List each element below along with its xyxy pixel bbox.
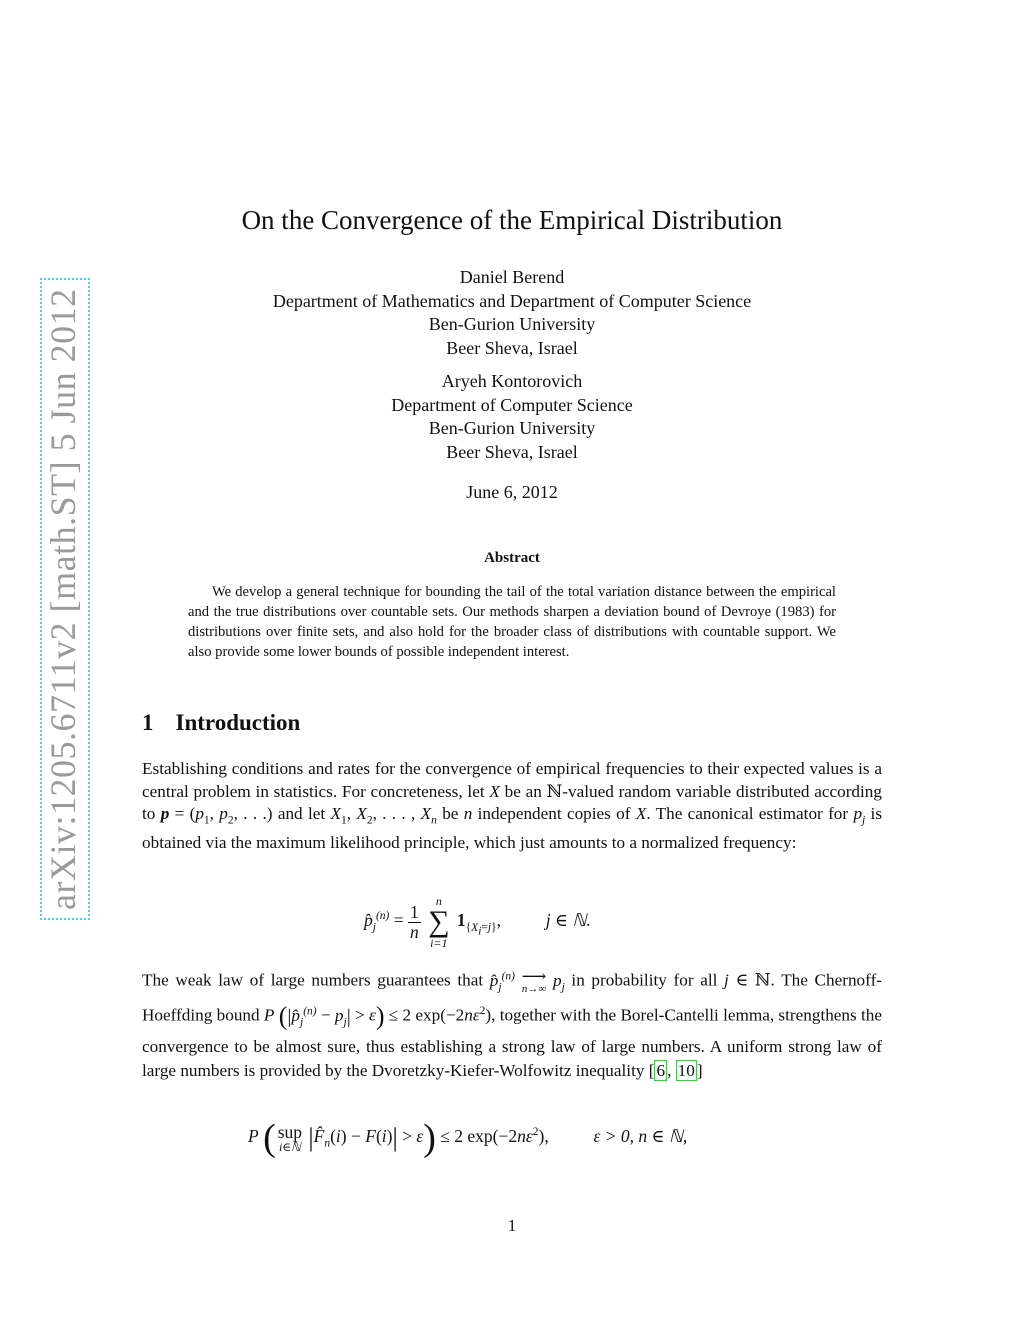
estimator-equation: $p̂_j^{(n)}$ = $\frac{1}{n}$ n ∑ i=1 $1_{\{X_i=j\}}$, j ∈ ℕ.: [364, 894, 591, 950]
equation-condition: ε > 0, n ∈ ℕ,: [593, 1126, 688, 1147]
intro-paragraph-2: The weak law of large numbers guarantees that $p̂_j^{(n)}$ ⟶ n→∞ $p_j$ in probability for all j ∈ ℕ. The Chernoff-Hoeffding bound P $(|p̂_j^{(n)} - p_j| > \varepsilon) \le 2$ $\exp(-2n\varepsilon^2)$, together with the Borel-Cantelli lemma, strengthens the convergence to be almost sure, thus establishing a strong law of large numbers. A uniform strong law of large numbers is provided by the Dvoretzky-Kiefer-Wolfowitz inequality [ 6 , 10 ]: [142, 967, 883, 1080]
author-affiliation-line: Department of Mathematics and Department of Computer Science: [272, 290, 752, 311]
citation-link[interactable]: 10: [677, 1060, 695, 1080]
abstract-text: We develop a general technique for bounding the tail of the total variation distance between the empirical and the true distributions over countable sets. Our methods sharpen a deviation bound of Devroye (1983) for distributions over finite sets, and also hold for the broader class of distributions with countable support. We also provide some lower bounds of possible independent interest.: [188, 584, 836, 660]
author-block: [0, 266, 1024, 464]
author-affiliation-line: Department of Computer Science: [391, 394, 633, 415]
equation-condition: j ∈ ℕ.: [545, 910, 591, 931]
author-affiliation-line: Ben-Gurion University: [428, 418, 596, 438]
author-affiliation-line: Beer Sheva, Israel: [446, 337, 578, 358]
author-name: Aryeh Kontorovich: [441, 371, 583, 391]
section-heading: [142, 710, 300, 736]
author-affiliation-line: Beer Sheva, Israel: [446, 441, 578, 462]
paper-title: On the Convergence of the Empirical Distribution: [241, 205, 783, 235]
section-title: Introduction: [175, 710, 301, 735]
author-name: Daniel Berend: [459, 267, 565, 287]
arxiv-stamp[interactable]: arXiv:1205.6711v2 [math.ST] 5 Jun 2012: [40, 278, 90, 920]
dkw-equation: P ( sup i∈ℕ $|F̂_n(i) - F(i)| > \varepsilon) \le 2$ $\exp(-2n\varepsilon^2)$, ε > 0, n ∈ ℕ,: [248, 1117, 688, 1159]
section-number: 1: [142, 710, 154, 735]
abstract-heading: Abstract: [484, 550, 540, 566]
paper-date: June 6, 2012: [466, 482, 558, 502]
citation-link[interactable]: 6: [656, 1060, 666, 1080]
author-affiliation-line: Ben-Gurion University: [428, 314, 596, 334]
page-number: 1: [507, 1216, 517, 1235]
intro-paragraph-1: Establishing conditions and rates for the convergence of empirical frequencies to their expected values is a central problem in statistics. For concreteness, let X be an ℕ-valued random variable distributed according to $p = (p_1$, $p_2$, . . .) and let $X_1$, $X_2$, . . . , $X_n$ be n independent copies of X. The canonical estimator for $p_j$ is obtained via the maximum likelihood principle, which just amounts to a normalized frequency:: [142, 759, 883, 853]
